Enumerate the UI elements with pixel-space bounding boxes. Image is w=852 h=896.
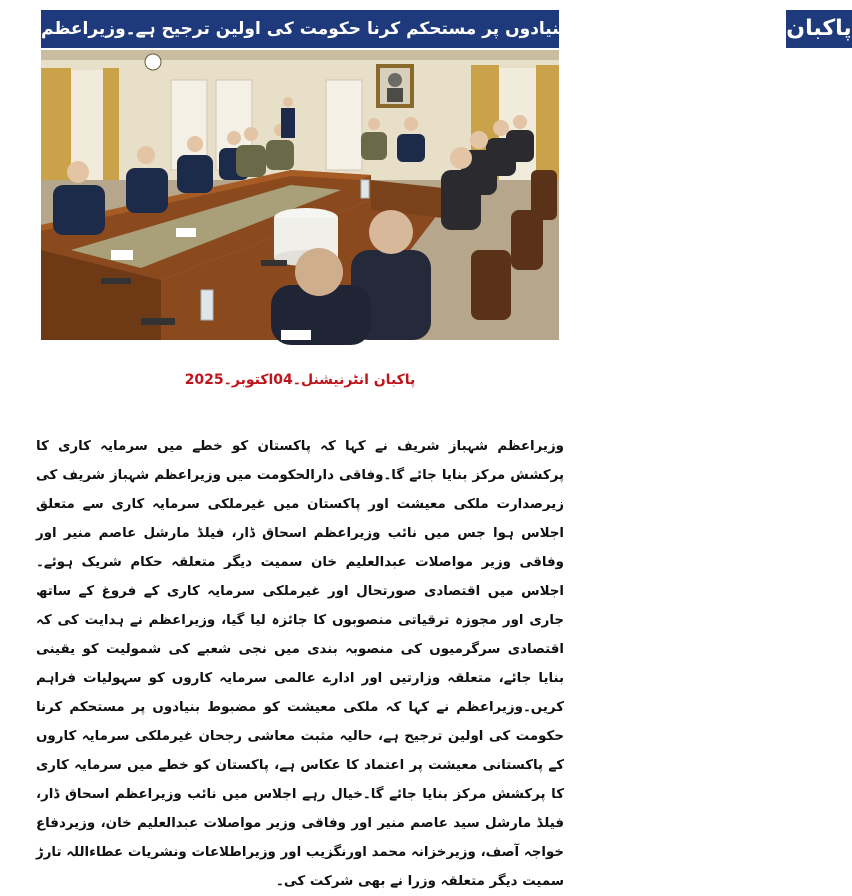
meeting-photo xyxy=(41,50,559,340)
meeting-photo-illustration xyxy=(41,50,559,340)
headline: ملکی معیشت کومضبوط بنیادوں پر مستحکم کرنا حکومت کی اولین ترجیح ہے۔وزیراعظم xyxy=(41,19,774,39)
dateline: پاکبان انٹرنیشنل۔04اکتوبر۔2025 xyxy=(184,372,416,388)
header-banner xyxy=(41,10,852,48)
brand-logo: پاکبان xyxy=(783,10,851,48)
article-body: وزیراعظم شہباز شریف نے کہا کہ پاکستان کو خطے میں سرمایہ کاری کا پرکشش مرکز بنایا جائے گا۔وفاقی دارالحکومت میں وزیراعظم شہباز شریف کی زیرصدارت ملکی معیشت اور پاکستان میں غیرملکی سرمایہ کاری سے متعلق اجلاس ہوا جس میں نائب وزیراعظم اسحاق ڈار، فیلڈ مارشل عاصم منیر اور وفاقی وزیر مواصلات عبدالعلیم خان سمیت دیگر متعلقہ حکام شریک ہوئے۔ اجلاس میں اقتصادی صورتحال اور غیرملکی سرمایہ کاری کے فروغ کے ساتھ جاری اور مجوزہ ترقیاتی منصوبوں کا جائزہ لیا گیا، وزیراعظم نے ہدایت کی کہ اقتصادی سرگرمیوں کی منصوبہ بندی میں نجی شعبے کی شمولیت کو یقینی بنایا جائے، متعلقہ وزارتیں اور ادارے عالمی سرمایہ کاروں کو سہولیات فراہم کریں۔وزیراعظم نے کہا کہ ملکی معیشت کو مضبوط بنیادوں پر مستحکم کرنا حکومت کی اولین ترجیح ہے، حالیہ مثبت معاشی رجحان غیرملکی سرمایہ کاروں کے پاکستانی معیشت پر اعتماد کا عکاس ہے، پاکستان کو خطے میں سرمایہ کاری کا پرکشش مرکز بنایا جائے گا۔خیال رہے اجلاس میں نائب وزیراعظم اسحاق ڈار، فیلڈ مارشل سید عاصم منیر اور وفاقی وزیر مواصلات عبدالعلیم خان، وزیردفاع خواجہ آصف، وزیرخزانہ محمد اورنگزیب اور وزیراطلاعات ونشریات عطاءاللہ تارڑ سمیت دیگر متعلقہ وزرا نے بھی شرکت کی۔ xyxy=(36,439,564,889)
